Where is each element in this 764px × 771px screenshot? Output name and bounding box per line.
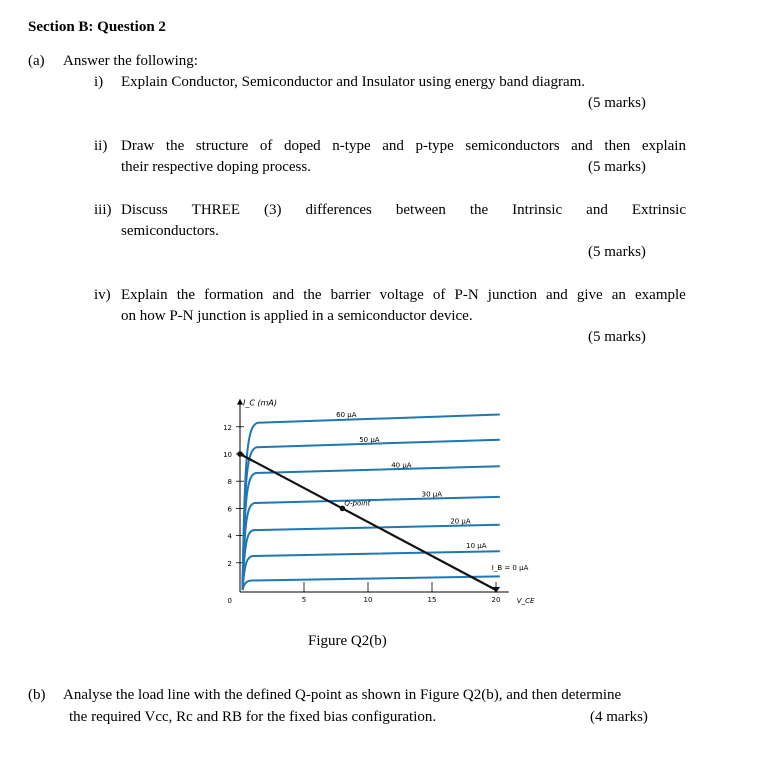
q3-number: iii): [94, 202, 112, 218]
q4-word: barrier: [330, 287, 371, 303]
x-axis-label: V_CE: [516, 597, 535, 605]
x-tick-label: 20: [491, 596, 501, 604]
q4-word: the: [303, 287, 322, 303]
q3-line2: semiconductors.: [121, 223, 219, 239]
q2-word: explain: [641, 138, 686, 154]
x-tick-label: 10: [363, 596, 373, 604]
part-b-line1: Analyse the load line with the defined Q-point as shown in Figure Q2(b), and then determine: [63, 687, 622, 703]
q2-word: the: [165, 138, 185, 154]
q2-word: of: [259, 138, 273, 154]
ib-curve-label: 10 μA: [466, 541, 487, 550]
q4-word: Explain: [121, 287, 168, 303]
q4-word: of: [432, 287, 446, 303]
part-a-label: (a): [28, 53, 45, 69]
ib-curve: [243, 497, 500, 590]
q4-marks: (5 marks): [588, 329, 646, 345]
q2-word: semiconductors: [465, 138, 560, 154]
q1-text: Explain Conductor, Semiconductor and Insulator using energy band diagram.: [121, 74, 586, 90]
ib-curve-label: 50 μA: [359, 436, 380, 445]
q3-word: between: [395, 202, 446, 218]
q1-marks: (5 marks): [588, 95, 646, 111]
ib-curve-label: 40 μA: [391, 461, 412, 470]
y-tick-label: 12: [223, 423, 232, 432]
section-title: Section B: Question 2: [28, 19, 166, 35]
q4-number: iv): [94, 287, 111, 303]
q3-word: Intrinsic: [512, 202, 563, 218]
q3-word: differences: [305, 202, 372, 218]
q2-word: p-type: [415, 138, 454, 154]
q4-word: and: [546, 287, 568, 303]
load-line-ic-end: [237, 451, 243, 457]
q2-word: structure: [195, 138, 249, 154]
part-a-intro: Answer the following:: [63, 53, 198, 69]
q4-line2: on how P-N junction is applied in a semiconductor device.: [121, 308, 473, 324]
q4-word: formation: [204, 287, 264, 303]
q-point-label: Q-point: [344, 499, 371, 508]
q3-word: (3): [264, 202, 282, 218]
y-tick-label: 6: [227, 505, 232, 514]
q2-word: doped: [284, 138, 321, 154]
q4-word: example: [635, 287, 686, 303]
q2-marks: (5 marks): [588, 159, 646, 175]
part-b-marks: (4 marks): [590, 709, 648, 725]
part-b-line2: the required Vcc, Rc and RB for the fixed bias configuration.: [69, 709, 437, 725]
ib-curve-label: 20 μA: [450, 517, 471, 526]
ib-curve-label: 60 μA: [336, 411, 357, 420]
q2-line2: their respective doping process.: [121, 159, 311, 175]
part-b-label: (b): [28, 687, 46, 703]
y-tick-label: 8: [227, 478, 232, 487]
q4-word: the: [176, 287, 196, 303]
q3-word: the: [469, 202, 489, 218]
q4-word: give: [576, 287, 603, 303]
ib-curve: [243, 576, 500, 590]
y-axis-label: I_C (mA): [243, 398, 277, 408]
q2-word: and: [571, 138, 593, 154]
y-tick-label: 2: [227, 559, 232, 568]
ib-curve: [243, 440, 500, 590]
figure-caption: Figure Q2(b): [308, 633, 387, 649]
q1-number: i): [94, 74, 104, 90]
q2-word: and: [382, 138, 404, 154]
q4-word: an: [611, 287, 626, 303]
x-tick-label: 5: [301, 596, 307, 604]
q3-word: and: [586, 202, 608, 218]
q3-word: THREE: [191, 202, 240, 218]
q2-word: Draw: [121, 138, 155, 154]
y-tick-label: 10: [223, 451, 232, 459]
x-tick-label: 15: [427, 596, 437, 604]
y-tick-label: 0: [227, 597, 232, 605]
q4-word: voltage: [379, 287, 424, 303]
q4-word: junction: [487, 287, 537, 303]
q3-marks: (5 marks): [588, 244, 646, 260]
q3-word: Discuss: [121, 202, 168, 218]
q4-word: P-N: [454, 287, 479, 303]
q2-number: ii): [94, 138, 108, 154]
q2-word: n-type: [332, 138, 371, 154]
q2-word: then: [604, 138, 631, 154]
y-tick-label: 4: [227, 532, 232, 541]
ib-curve-label: 30 μA: [421, 490, 443, 499]
ib-curve-label: I_B = 0 μA: [491, 563, 529, 572]
q3-word: Extrinsic: [631, 202, 686, 218]
q4-word: and: [272, 287, 295, 303]
